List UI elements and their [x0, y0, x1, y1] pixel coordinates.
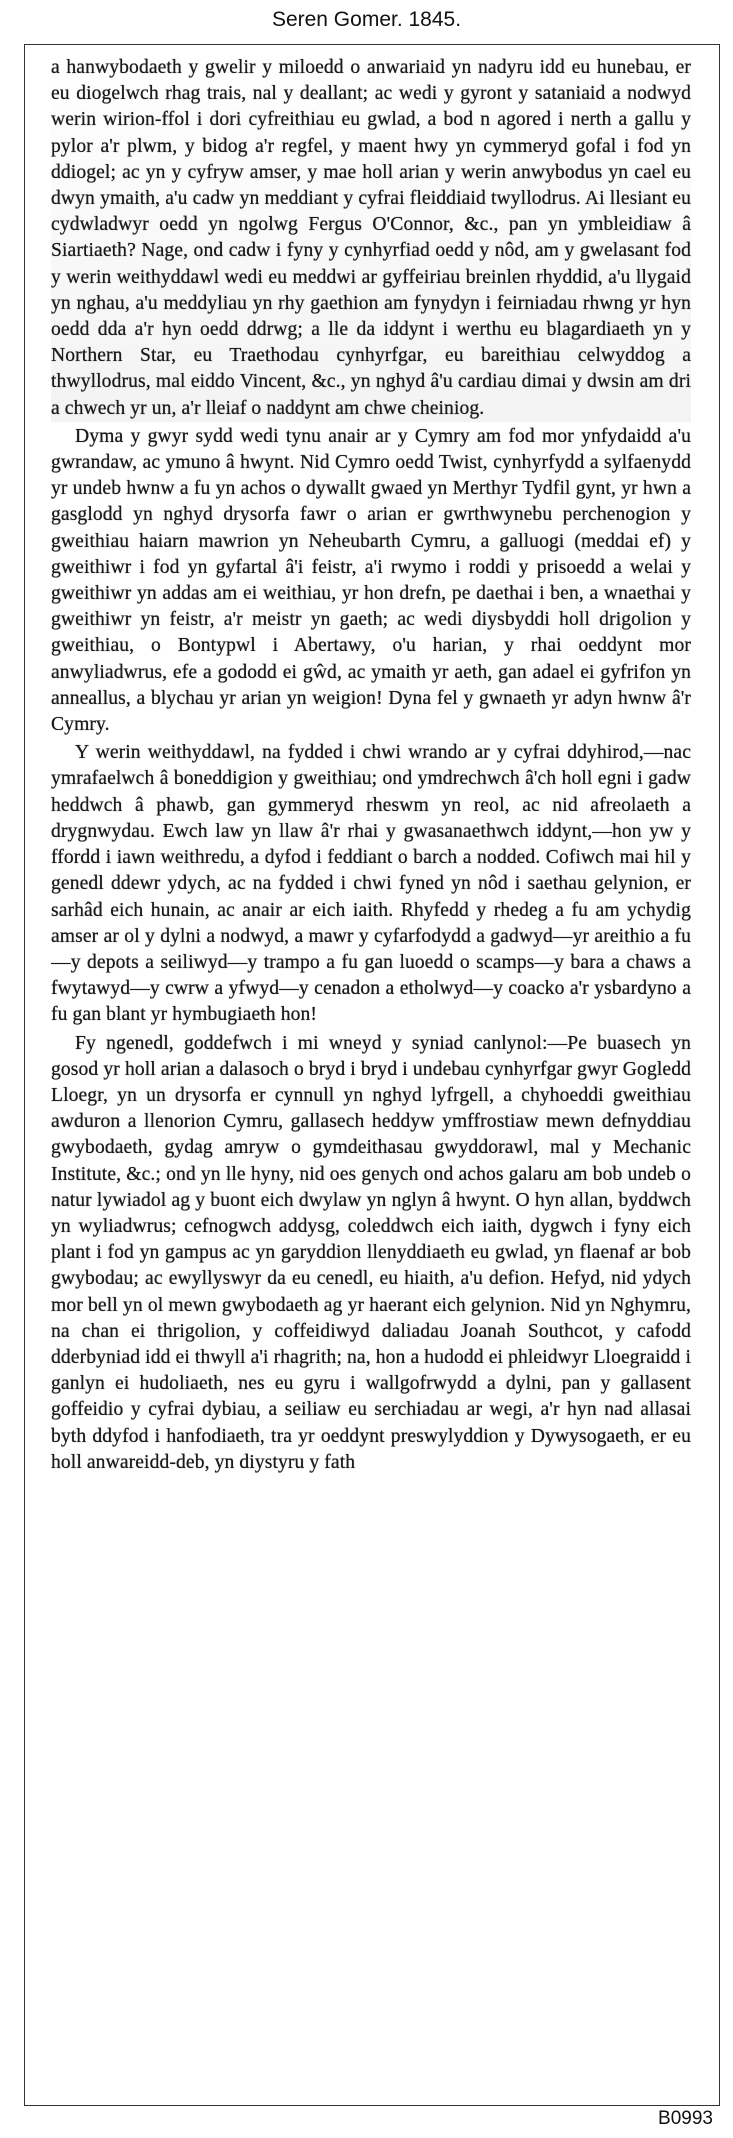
newspaper-clipping-frame	[24, 44, 720, 2106]
article-paragraph-3: Y werin weithyddawl, na fydded i chwi wrando ar y cyfrai ddyhirod,—nac ymrafaelwch â boneddigion y gweithiau; ond ymdrechwch â'ch holl egni i gadw heddwch â phawb, gan gymmeryd rheswm yn reol, ac nid afreolaeth a drygnwydau. Ewch law yn llaw â'r rhai y gwasanaethwch iddynt,—hon yw y ffordd i iawn weithredu, a dyfod i feddiant o barch a nodded. Cofiwch mai hil y genedl ddewr ydych, ac na fydded i chwi fyned yn nôd i saethau gelynion, er sarhâd eich hunain, ac anair ar eich iaith. Rhyfedd y rhedeg a fu am ychydig amser ar ol y dylni a nodwyd, a mawr y cyfarfodydd a gadwyd—yr areithio a fu—y depots a seiliwyd—y trampo a fu gan luoedd o scamps—y bara a chaws a fwytawyd—y cwrw a yfwyd—y cenadon a etholwyd—y coacko a'r ysbardyno a fu gan blant yr hymbugiaeth hon!	[51, 742, 691, 1026]
page-header-title: Seren Gomer. 1845.	[271, 8, 462, 31]
reference-code: B0993	[658, 2108, 713, 2129]
article-column	[51, 55, 691, 2095]
article-paragraph-2: Dyma y gwyr sydd wedi tynu anair ar y Cymry am fod mor ynfydaidd a'u gwrandaw, ac ymuno â hwynt. Nid Cymro oedd Twist, cynhyrfydd a sylfaenydd yr undeb hwnw a fu yn achos o dywallt gwaed yn Merthyr Tydfil gynt, yr hwn a gasglodd yn nghyd drysorfa fawr o arian er gwrthwynebu perchenogion y gweithiau haiarn mawrion yn Neheubarth Cymru, a galluogi (meddai ef) y gweithiwr i fod yn gyfartal â'i feistr, a'i rwymo i roddi y prisoedd a welai y gweithiwr yn addas am ei weithiau, yr hon drefn, pe daethai i ben, a wnaethai y gweithiwr yn feistr, a'r meistr yn gaeth; ac wedi diysbyddi holl drigolion y gweithiau, o Bontypwl i Abertawy, o'u harian, y rhai oeddynt mor anwyliadwrus, efe a gododd ei gŵd, ac ymaith yr aeth, gan adael ei gyfrifon yn anneallus, a blychau yr arian yn weigion! Dyna fel y gwnaeth yr adyn hwnw â'r Cymry.	[51, 425, 691, 736]
article-paragraph-4: Fy ngenedl, goddefwch i mi wneyd y syniad canlynol:—Pe buasech yn gosod yr holl arian a dalasoch o bryd i bryd i undebau cynhyrfgar gwyr Gogledd Lloegr, yn un drysorfa er cynnull yn nghyd lyfrgell, a chyhoeddi gweithiau awduron a llenorion Cymru, gallasech heddyw ymffrostiaw mewn defnyddiau gwybodaeth, gydag amryw o gymdeithasau gwyddorawl, mal y Mechanic Institute, &c.; ond yn lle hyny, nid oes genych ond achos galaru am bob undeb o natur lywiadol ag y buont eich dwylaw yn nglyn â hwynt. O hyn allan, byddwch yn wyliadwrus; cefnogwch addysg, coleddwch eich iaith, dygwch i fyny eich plant i fod yn gampus ac yn garyddion llenyddiaeth eu gwlad, yn flaenaf ar bob gwybodau; ac ewyllyswyr da eu cenedl, eu hiaith, a'u defion. Hefyd, nid ydych mor bell yn ol mewn gwybodaeth ag yr haerant eich gelynion. Nid yn Nghymru, na chan ei thrigolion, y coffeidiwyd daliadau Joanah Southcot, y cafodd dderbyniad idd ei thwyll a'i rhagrith; na, hon a hudodd ei phleidwyr Lloegraidd i ganlyn ei hudoliaeth, nes eu gyru i wallgofrwydd a dylni, pan y gallasent goffeidio y cyfrai dybiau, a seiliaw eu serchiadau ar wegi, a'r hyn nad allasai byth ddyfod i hanfodiaeth, tra yr oeddynt preswylyddion y Dywysogaeth, er eu holl anwareidd-deb, yn diystyru y fath	[51, 1032, 691, 1473]
article-paragraph-1: a hanwybodaeth y gwelir y miloedd o anwariaid yn nadyru idd eu hunebau, er eu diogelwch rhag trais, nal y deallant; ac wedi y gyront y sataniaid a nodwyd werin wirion-ffol i dori cyfreithiau eu gwlad, a bod n agored i nerth a gallu y pylor a'r plwm, y bidog a'r regfel, y maent hwy yn cymmeryd gofal i fod yn ddiogel; ac yn y cyfryw amser, y mae holl arian y werin anwybodus yn cael eu dwyn ymaith, a'u cadw yn meddiant y cyfrai fleiddiaid twyllodrus. Ai llesiant eu cydwladwyr oedd yn ngolwg Fergus O'Connor, &c., pan yn ymbleidiaw â Siartiaeth? Nage, ond cadw i fyny y cynhyrfiad oedd y nôd, am y gwelasant fod y werin weithyddawl wedi eu meddwi ar gyffeiriau breinlen rhyddid, a'u llygaid yn nghau, a'u meddyliau yn rhy gaethion am fynydyn i feirniadau rhwng yr hyn oedd dda a'r hyn oedd ddrwg; a lle da iddynt i werthu eu blagardiaeth yn y Northern Star, eu Traethodau cynhyrfgar, eu bareithiau celwyddog a thwyllodrus, mal eiddo Vincent, &c., yn nghyd â'u cardiau dimai y dwsin am dri a chwech yr un, a'r lleiaf o naddynt am chwe cheiniog.	[51, 55, 691, 422]
